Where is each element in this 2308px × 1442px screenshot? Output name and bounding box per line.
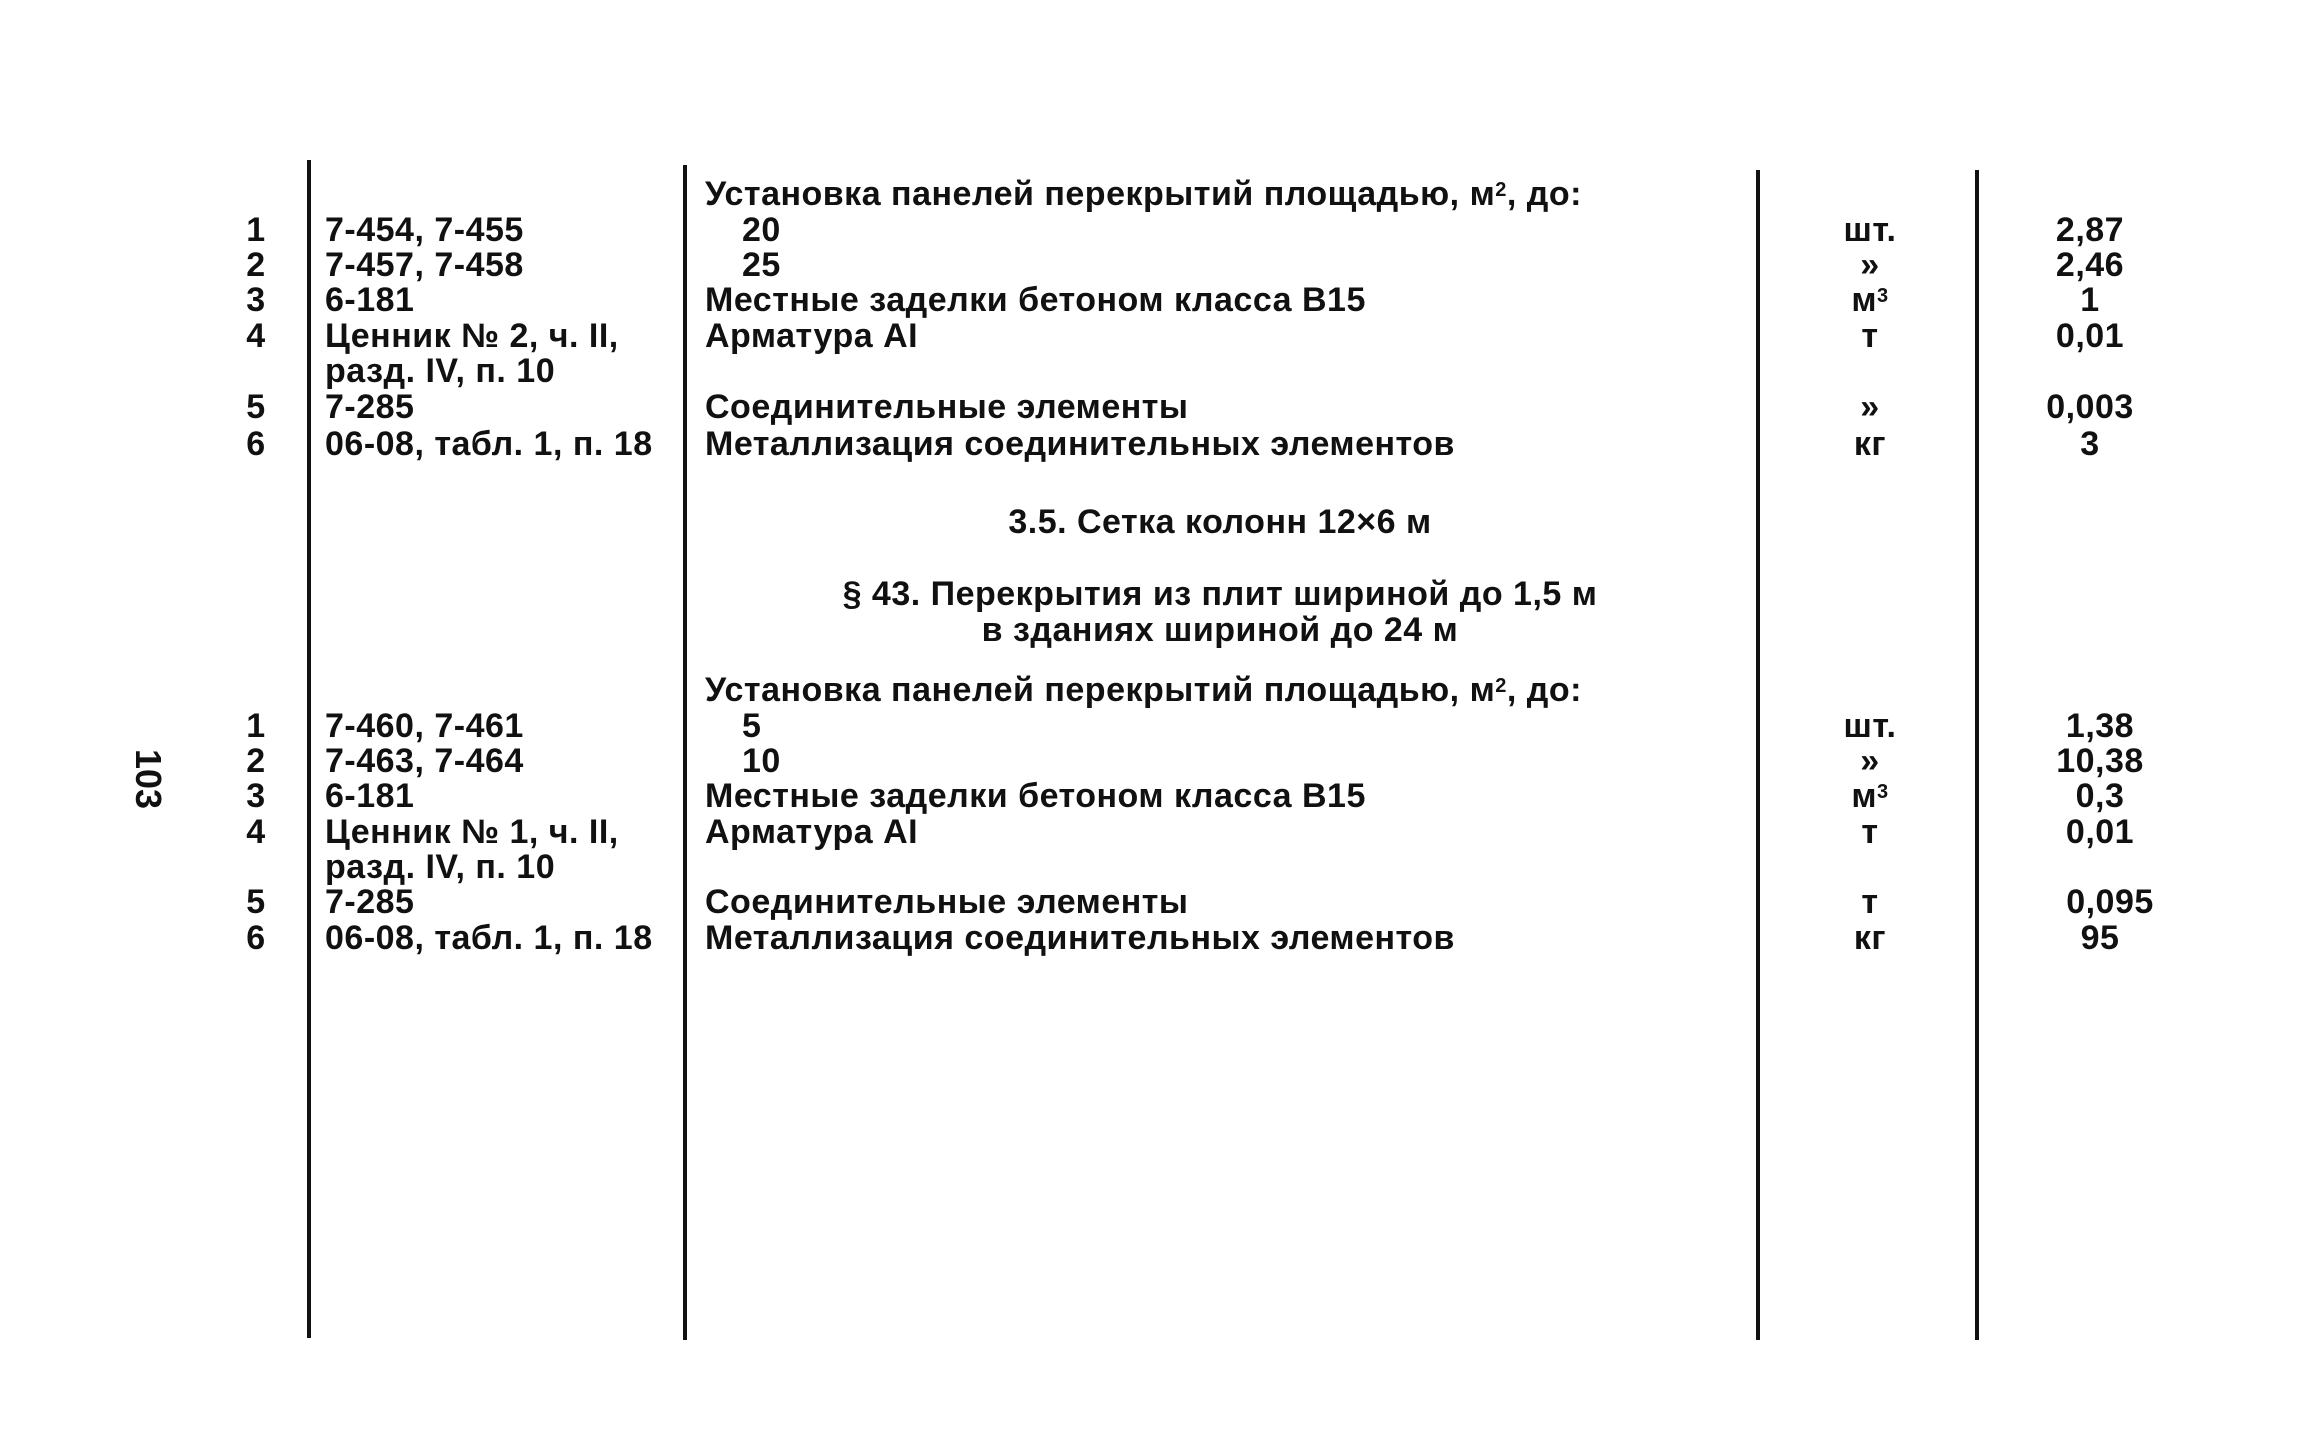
- block2-row4-value: 0,01: [2065, 813, 2135, 851]
- block2-row6-value: 95: [2080, 919, 2120, 957]
- block1-row3-desc: Местные заделки бетоном класса В15: [705, 281, 1366, 319]
- block2-row4-ref: Ценник № 1, ч. II,: [325, 813, 619, 851]
- block1-row6-num: 6: [246, 425, 266, 463]
- block2-row2-unit: »: [1860, 742, 1880, 780]
- section-title: 3.5. Сетка колонн 12×6 м: [1008, 503, 1432, 541]
- block1-header: [705, 176, 1582, 212]
- block2-row6-ref: 06-08, табл. 1, п. 18: [325, 919, 653, 957]
- block2-header-text: Установка панелей перекрытий площадью, м: [705, 671, 1496, 709]
- block2-row6-desc: Металлизация соединительных элементов: [705, 919, 1455, 957]
- block2-row3-unit-sup: 3: [1877, 781, 1889, 803]
- block2-row2-num: 2: [246, 742, 266, 780]
- block1-row5-num: 5: [246, 388, 266, 426]
- block1-row3-unit-text: м: [1851, 281, 1878, 319]
- column-divider-1: [307, 160, 311, 1338]
- block1-header-text: Установка панелей перекрытий площадью, м: [705, 175, 1496, 213]
- block2-row5-desc: Соединительные элементы: [705, 883, 1189, 921]
- block2-row2-value: 10,38: [2056, 742, 2144, 780]
- block1-row1-value: 2,87: [2055, 211, 2125, 249]
- block1-row2-value: 2,46: [2055, 246, 2125, 284]
- block2-row1-desc: 5: [742, 707, 762, 745]
- block2-row5-num: 5: [246, 883, 266, 921]
- block2-row4-num: 4: [246, 813, 266, 851]
- block1-row5-desc: Соединительные элементы: [705, 388, 1189, 426]
- page-number: 103: [128, 748, 170, 810]
- block2-row3-ref: 6-181: [325, 777, 415, 815]
- paragraph-title-line2: в зданиях шириной до 24 м: [981, 611, 1459, 649]
- block1-row4-unit: т: [1861, 317, 1879, 355]
- block1-row2-desc: 25: [742, 246, 781, 284]
- block2-row6-unit: кг: [1853, 919, 1887, 957]
- block2-row1-num: 1: [246, 707, 266, 745]
- block2-row3-unit: [1820, 778, 1920, 814]
- block2-row6-num: 6: [246, 919, 266, 957]
- block2-row4-unit: т: [1861, 813, 1879, 851]
- block1-row2-num: 2: [246, 246, 266, 284]
- block1-row1-ref: 7-454, 7-455: [325, 211, 524, 249]
- block2-row3-unit-text: м: [1851, 777, 1878, 815]
- block1-row6-unit: кг: [1853, 425, 1887, 463]
- block1-row4-ref: Ценник № 2, ч. II,: [325, 317, 619, 355]
- block2-row4-ref-line2: разд. IV, п. 10: [325, 848, 556, 886]
- block1-row4-ref-line2: разд. IV, п. 10: [325, 352, 556, 390]
- block1-row5-value: 0,003: [2046, 388, 2134, 426]
- block1-row3-unit: [1820, 282, 1920, 318]
- block1-row2-ref: 7-457, 7-458: [325, 246, 524, 284]
- block2-header-tail: , до:: [1506, 671, 1582, 709]
- column-divider-4: [1975, 170, 1979, 1340]
- block1-row6-desc: Металлизация соединительных элементов: [705, 425, 1455, 463]
- column-divider-3: [1756, 170, 1760, 1340]
- paragraph-title-line1: § 43. Перекрытия из плит шириной до 1,5 м: [842, 575, 1598, 613]
- block2-row1-value: 1,38: [2065, 707, 2135, 745]
- block1-row4-num: 4: [246, 317, 266, 355]
- block1-row3-unit-sup: 3: [1877, 285, 1889, 307]
- block1-row3-value: 1: [2080, 281, 2100, 319]
- block2-row3-num: 3: [246, 777, 266, 815]
- block2-row3-desc: Местные заделки бетоном класса В15: [705, 777, 1366, 815]
- block2-row4-desc: Арматура АI: [705, 813, 919, 851]
- block2-row1-unit: шт.: [1843, 707, 1897, 745]
- block2-header-sup: 2: [1495, 675, 1507, 697]
- block1-row2-unit: »: [1860, 246, 1880, 284]
- block2-header: [705, 672, 1582, 708]
- block1-row1-desc: 20: [742, 211, 781, 249]
- block2-row5-unit: т: [1861, 883, 1879, 921]
- column-divider-2: [683, 165, 687, 1340]
- block1-row1-unit: шт.: [1843, 211, 1897, 249]
- block1-row1-num: 1: [246, 211, 266, 249]
- block1-row4-value: 0,01: [2055, 317, 2125, 355]
- block2-row5-value: 0,095: [2066, 883, 2154, 921]
- block1-row5-ref: 7-285: [325, 388, 415, 426]
- block1-row6-ref: 06-08, табл. 1, п. 18: [325, 425, 653, 463]
- block2-row2-ref: 7-463, 7-464: [325, 742, 524, 780]
- block1-header-sup: 2: [1495, 179, 1507, 201]
- block1-header-tail: , до:: [1506, 175, 1582, 213]
- block2-row5-ref: 7-285: [325, 883, 415, 921]
- block1-row6-value: 3: [2080, 425, 2100, 463]
- block1-row3-num: 3: [246, 281, 266, 319]
- block1-row5-unit: »: [1860, 388, 1880, 426]
- block2-row1-ref: 7-460, 7-461: [325, 707, 524, 745]
- block1-row4-desc: Арматура АI: [705, 317, 919, 355]
- block2-row2-desc: 10: [742, 742, 781, 780]
- block1-row3-ref: 6-181: [325, 281, 415, 319]
- block2-row3-value: 0,3: [2075, 777, 2125, 815]
